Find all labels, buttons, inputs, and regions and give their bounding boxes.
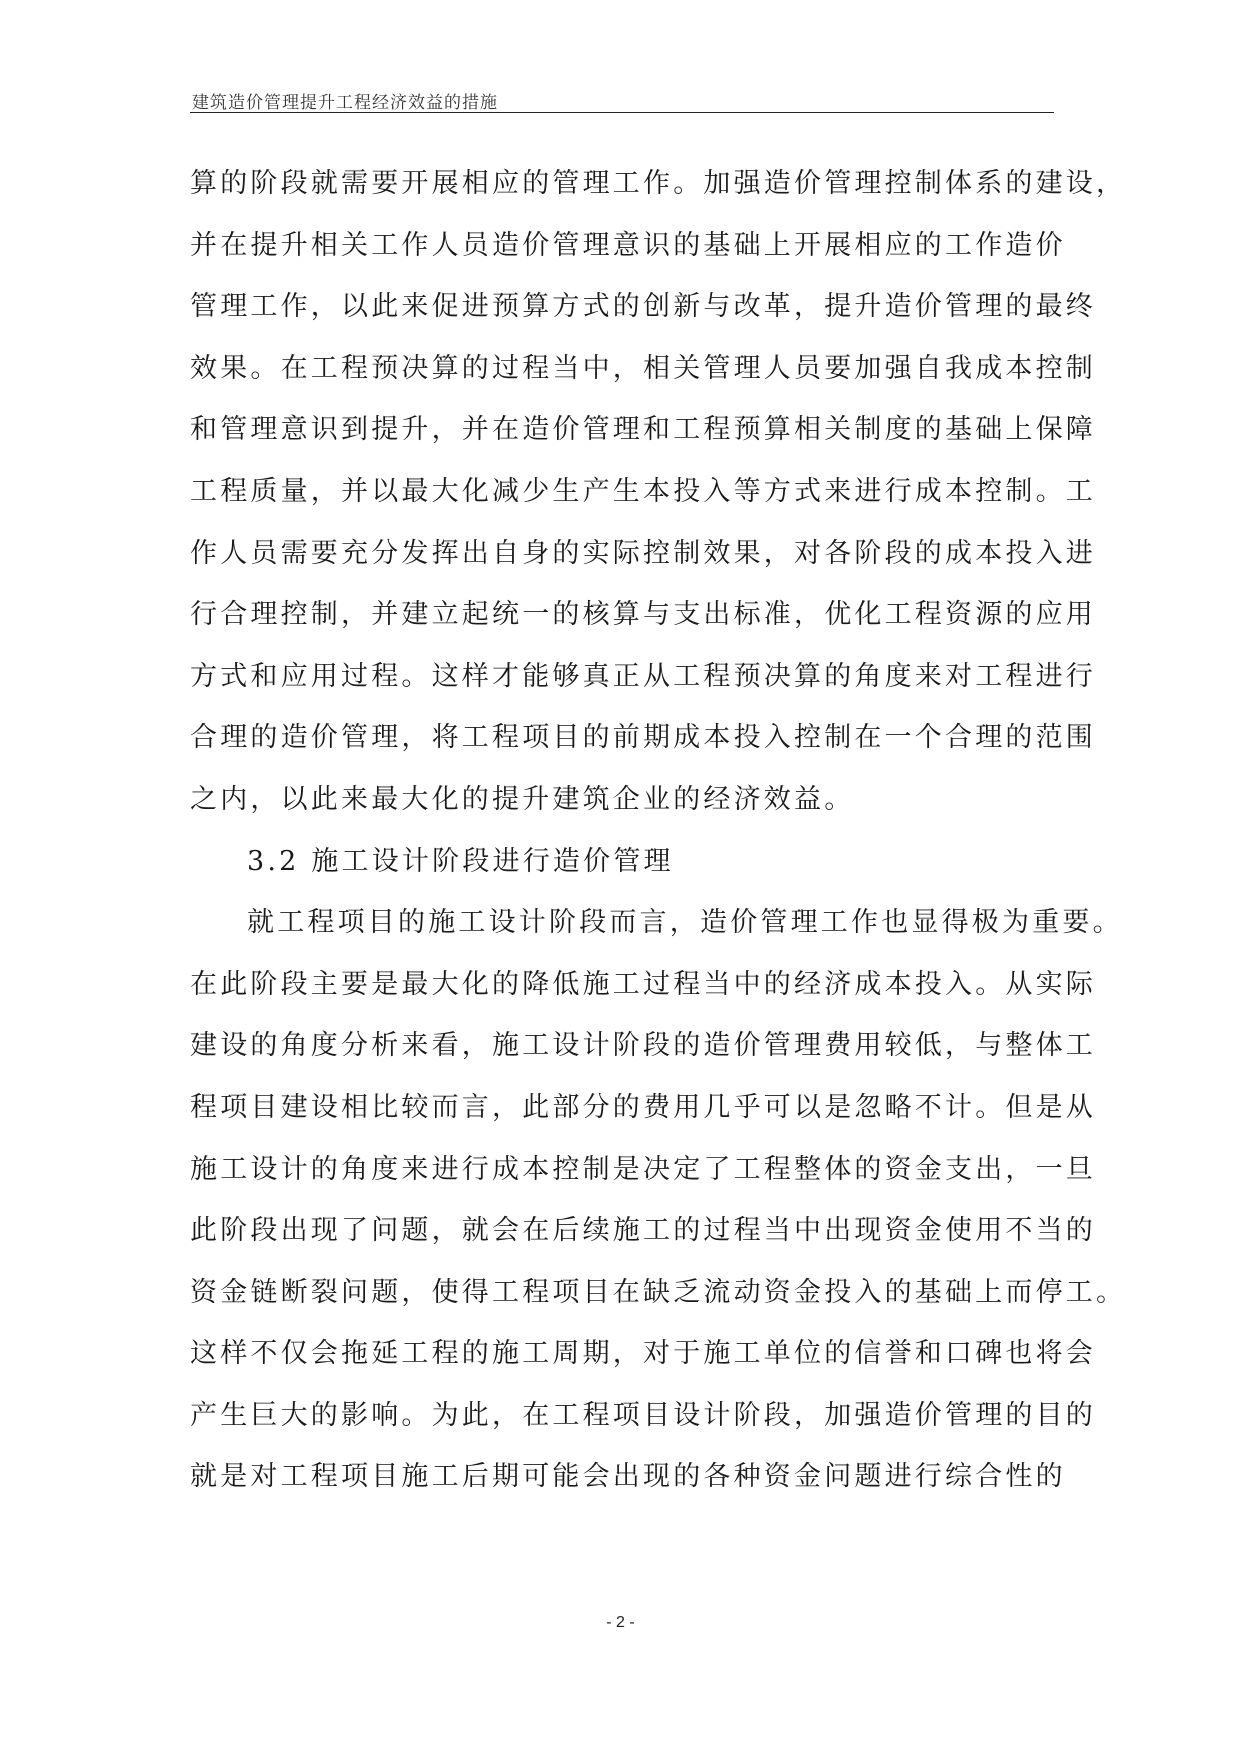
- page-number: - 2 -: [606, 1614, 635, 1631]
- text-line: 产生巨大的影响。为此，在工程项目设计阶段，加强造价管理的目的: [190, 1399, 1096, 1431]
- text-line: 行合理控制，并建立起统一的核算与支出标准，优化工程资源的应用: [190, 599, 1096, 631]
- text-line: 程项目建设相比较而言，此部分的费用几乎可以是忽略不计。但是从: [190, 1091, 1096, 1123]
- text-line: 资金链断裂问题，使得工程项目在缺乏流动资金投入的基础上而停工。: [190, 1276, 1127, 1308]
- text-line: 算的阶段就需要开展相应的管理工作。加强造价管理控制体系的建设，: [190, 168, 1127, 199]
- text-line: 在此阶段主要是最大化的降低施工过程当中的经济成本投入。从实际: [190, 968, 1096, 1000]
- text-line: 之内，以此来最大化的提升建筑企业的经济效益。: [190, 783, 855, 815]
- page-header: [190, 86, 1054, 113]
- document-title: 建筑造价管理提升工程经济效益的措施: [192, 93, 498, 113]
- text-line: 管理工作，以此来促进预算方式的创新与改革，提升造价管理的最终: [190, 291, 1096, 323]
- body-text: [190, 153, 1127, 1508]
- text-line: 和管理意识到提升，并在造价管理和工程预算相关制度的基础上保障: [190, 414, 1096, 446]
- paragraph-first-line: 就工程项目的施工设计阶段而言，造价管理工作也显得极为重要。: [247, 907, 1123, 939]
- text-line: 建设的角度分析来看，施工设计阶段的造价管理费用较低，与整体工: [190, 1030, 1096, 1062]
- text-line: 工程质量，并以最大化减少生产生本投入等方式来进行成本控制。工: [190, 475, 1096, 507]
- text-line: 这样不仅会拖延工程的施工周期，对于施工单位的信誉和口碑也将会: [190, 1338, 1096, 1370]
- text-line: 效果。在工程预决算的过程当中，相关管理人员要加强自我成本控制: [190, 352, 1096, 384]
- text-line: 作人员需要充分发挥出自身的实际控制效果，对各阶段的成本投入进: [190, 537, 1096, 569]
- section-heading: 3.2 施工设计阶段进行造价管理: [247, 845, 674, 877]
- text-line: 并在提升相关工作人员造价管理意识的基础上开展相应的工作造价: [190, 229, 1066, 261]
- text-line: 就是对工程项目施工后期可能会出现的各种资金问题进行综合性的: [190, 1461, 1066, 1493]
- text-line: 施工设计的角度来进行成本控制是决定了工程整体的资金支出，一旦: [190, 1153, 1096, 1185]
- text-line: 方式和应用过程。这样才能够真正从工程预决算的角度来对工程进行: [190, 660, 1096, 692]
- text-line: 此阶段出现了问题，就会在后续施工的过程当中出现资金使用不当的: [190, 1215, 1096, 1247]
- text-line: 合理的造价管理，将工程项目的前期成本投入控制在一个合理的范围: [190, 722, 1096, 754]
